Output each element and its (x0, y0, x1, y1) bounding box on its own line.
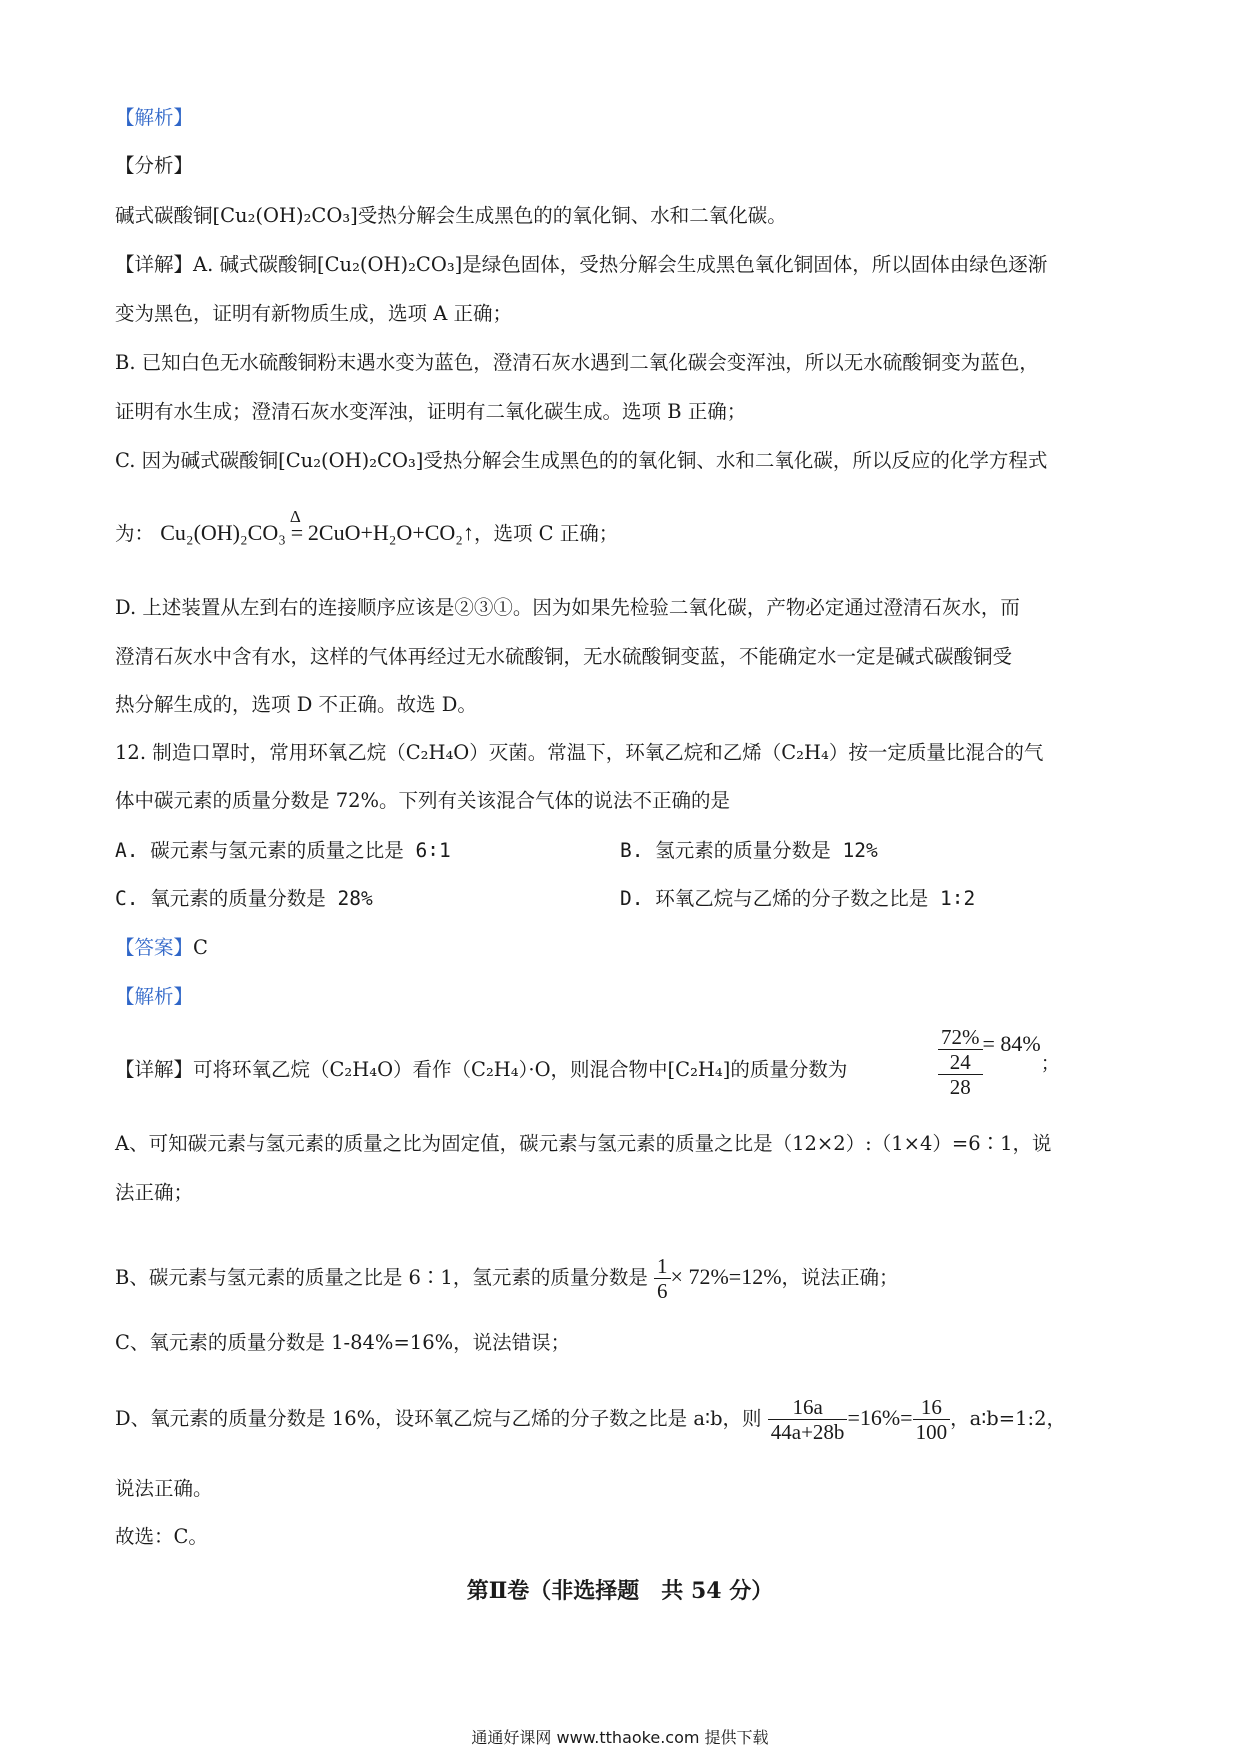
detail-a-line-2: 变为黑色，证明有新物质生成，选项 A 正确； (115, 302, 512, 325)
detail-2-a-line-2: 法正确； (115, 1181, 194, 1204)
section-heading: 第Ⅱ卷（非选择题 共 54 分） (466, 1578, 774, 1604)
analysis-tag-2: 【解析】 (115, 985, 194, 1008)
analysis-tag: 【解析】 (115, 106, 194, 129)
detail-2-main: 【详解】可将环氧乙烷（C₂H₄O）看作（C₂H₄）·O，则混合物中[C₂H₄]的质量分数为 (115, 1058, 848, 1081)
detail-a-line-1: 【详解】A. 碱式碳酸铜[Cu₂(OH)₂CO₃]是绿色固体，受热分解会生成黑色氧化铜固体，所以固体由绿色逐渐 (115, 253, 1048, 276)
detail-d-line-2: 澄清石灰水中含有水，这样的气体再经过无水硫酸铜，无水硫酸铜变蓝，不能确定水一定是碱式碳酸铜受 (115, 645, 1013, 668)
detail-2-d-line: D、氧元素的质量分数是 16%，设环氧乙烷与乙烯的分子数之比是 a∶b，则 $\frac{16a}{44a+28b}$ =16%= $\frac{16}{100}$ ，a∶b=1:2， (115, 1395, 1066, 1444)
option-d: D. 环氧乙烷与乙烯的分子数之比是 1∶2 (620, 887, 976, 910)
detail-c-line-1: C. 因为碱式碳酸铜[Cu₂(OH)₂CO₃]受热分解会生成黑色的的氧化铜、水和二氧化碳，所以反应的化学方程式 (115, 449, 1048, 472)
detail-2-d-line-2: 说法正确。 (115, 1477, 213, 1500)
detail-d-line-1: D. 上述装置从左到右的连接顺序应该是②③①。因为如果先检验二氧化碳，产物必定通过澄清石灰水，而 (115, 596, 1020, 619)
footer-text: 通通好课网 www.tthaoke.com 提供下载 (471, 1728, 769, 1747)
fraction-84: 72% 24 28 = 84%； (938, 1025, 1060, 1099)
question-12-line-2: 体中碳元素的质量分数是 72%。下列有关该混合气体的说法不正确的是 (115, 789, 731, 812)
detail-2-b-line: B、碳元素与氢元素的质量之比是 6∶1，氢元素的质量分数是 $\frac{1}{6}$ × 72%=12%，说法正确； (115, 1254, 899, 1303)
option-b: B. 氢元素的质量分数是 12% (620, 839, 878, 862)
detail-c-equation-line: 为： Cu₂(OH)₂CO₃ Δ = 2CuO+H₂O+CO₂↑，选项 C 正确； (115, 518, 618, 549)
question-12-line-1: 12. 制造口罩时，常用环氧乙烷（C₂H₄O）灭菌。常温下，环氧乙烷和乙烯（C₂H₄）按一定质量比混合的气 (115, 741, 1044, 764)
detail-2-final: 故选：C。 (115, 1525, 208, 1548)
option-c: C. 氧元素的质量分数是 28% (115, 887, 373, 910)
fenxi-tag: 【分析】 (115, 154, 194, 177)
answer-line: 【答案】C (115, 936, 208, 959)
detail-d-line-3: 热分解生成的，选项 D 不正确。故选 D。 (115, 693, 477, 716)
detail-2-c-line: C、氧元素的质量分数是 1-84%=16%，说法错误； (115, 1331, 571, 1354)
detail-b-line-1: B. 已知白色无水硫酸铜粉末遇水变为蓝色，澄清石灰水遇到二氧化碳会变浑浊，所以无水硫酸铜变为蓝色， (115, 351, 1039, 374)
equation-right: 2CuO+H₂O+CO₂↑ (307, 520, 474, 545)
equation-left: Cu₂(OH)₂CO₃ (160, 520, 286, 545)
detail-b-line-2: 证明有水生成；澄清石灰水变浑浊，证明有二氧化碳生成。选项 B 正确； (115, 400, 747, 423)
delta-equals: Δ = (289, 507, 304, 545)
detail-2-a-line-1: A、可知碳元素与氢元素的质量之比为固定值，碳元素与氢元素的质量之比是（12×2）:（1×4）=6∶1，说 (115, 1132, 1052, 1155)
option-a: A. 碳元素与氢元素的质量之比是 6∶1 (115, 839, 451, 862)
fenxi-text: 碱式碳酸铜[Cu₂(OH)₂CO₃]受热分解会生成黑色的的氧化铜、水和二氧化碳。 (115, 204, 787, 227)
